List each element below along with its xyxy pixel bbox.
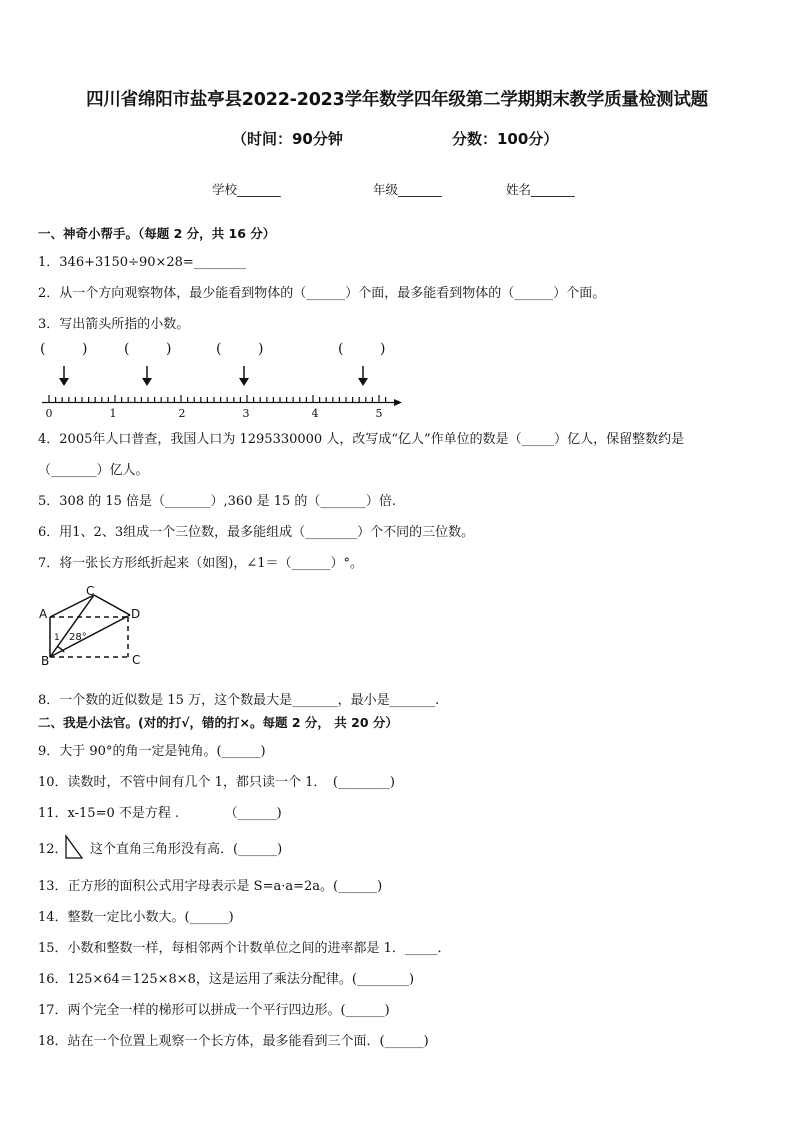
tick-label-3: 3 [242,407,250,420]
question-16: 16．125×64＝125×8×8，这是运用了乘法分配律。(________) [38,972,415,987]
bracket-close: ) [166,341,172,357]
exam-time: （时间：90分钟 [232,130,343,148]
bracket-open: ( [40,341,46,357]
question-12-number: 12． [38,842,68,857]
question-12-text: 这个直角三角形没有高．(______) [90,842,283,857]
name-field[interactable]: 姓名_______ [506,182,575,197]
folded-rectangle-figure [38,585,148,670]
bracket-close: ) [380,341,386,357]
label-d: D [131,607,141,621]
question-6: 6．用1、2、3组成一个三位数，最多能组成（________）个不同的三位数。 [38,525,475,540]
tick-label-0: 0 [45,407,53,420]
question-7: 7．将一张长方形纸折起来（如图)，∠1＝（______）°。 [38,556,364,571]
right-triangle-icon [64,834,84,860]
bracket-open: ( [216,341,222,357]
label-c-top: C [86,585,95,598]
label-a: A [39,607,48,621]
bracket-close: ) [82,341,88,357]
tick-label-1: 1 [109,407,117,420]
question-13: 13．正方形的面积公式用字母表示是 S=a·a=2a。(______) [38,879,383,894]
bracket-open: ( [338,341,344,357]
question-1: 1．346+3150÷90×28=________ [38,255,246,270]
page-title: 四川省绵阳市盐亭县2022-2023学年数学四年级第二学期期末教学质量检测试题 [86,90,708,110]
exam-score: 分数：100分） [452,130,559,148]
question-17: 17．两个完全一样的梯形可以拼成一个平行四边形。(______) [38,1003,390,1018]
question-9: 9．大于 90°的角一定是钝角。(______) [38,744,266,759]
angle-28-label: 28° [69,632,87,643]
question-14: 14．整数一定比小数大。(______) [38,910,234,925]
question-8: 8．一个数的近似数是 15 万，这个数最大是_______，最小是_______. [38,693,440,708]
bracket-open: ( [124,341,130,357]
label-b: B [41,654,50,668]
question-10: 10．读数时，不管中间有几个 1，都只读一个 1． (________) [38,775,395,790]
number-line-figure [38,338,418,423]
angle-1-label: 1 [54,633,60,643]
bracket-close: ) [258,341,264,357]
question-11: 11．x-15=0 不是方程 . （______) [38,806,282,821]
tick-label-2: 2 [178,407,186,420]
tick-label-5: 5 [375,407,383,420]
school-field[interactable]: 学校_______ [212,182,281,197]
grade-field[interactable]: 年级_______ [373,182,442,197]
tick-label-4: 4 [311,407,319,420]
question-2: 2．从一个方向观察物体，最少能看到物体的（______）个面，最多能看到物体的（______）个面。 [38,286,606,301]
question-3: 3．写出箭头所指的小数。 [38,317,190,332]
section-2-title: 二、我是小法官。(对的打√，错的打×。每题 2 分， 共 20 分） [38,715,398,730]
question-18: 18．站在一个位置上观察一个长方体，最多能看到三个面．(______) [38,1034,429,1049]
question-5: 5．308 的 15 倍是（_______）,360 是 15 的（_______）倍. [38,494,397,509]
question-4-line-1: 4．2005年人口普查，我国人口为 1295330000 人，改写成“亿人”作单位的数是（_____）亿人，保留整数约是 [38,432,685,447]
label-c-bottom: C [132,653,141,667]
section-1-title: 一、神奇小帮手。（每题 2 分，共 16 分） [38,226,276,241]
question-15: 15．小数和整数一样，每相邻两个计数单位之间的进率都是 1．_____． [38,941,451,956]
question-4-line-2: （_______）亿人。 [38,463,149,478]
